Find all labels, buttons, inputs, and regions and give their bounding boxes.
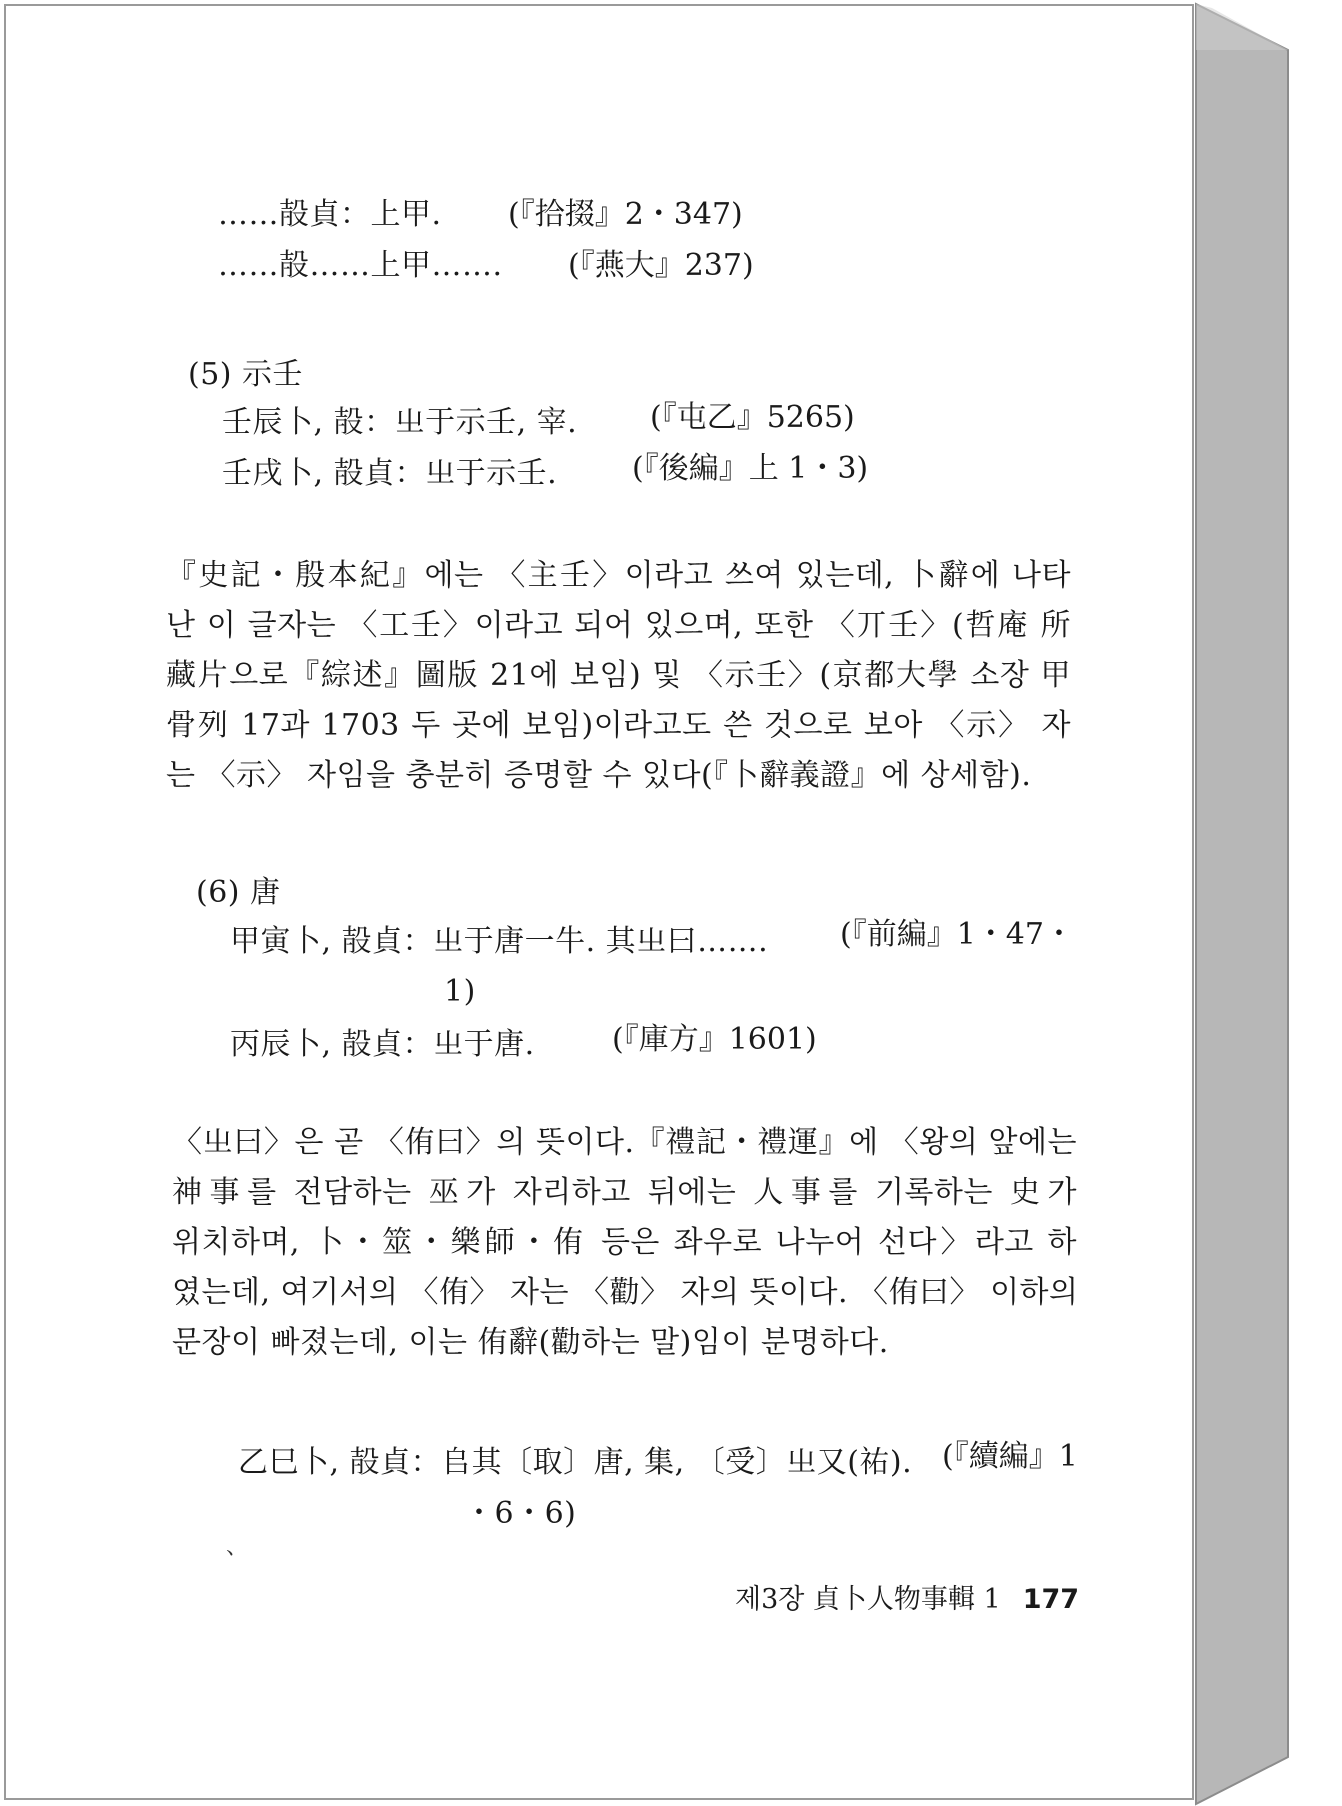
paragraph-line: 神事를 전담하는 巫가 자리하고 뒤에는 人事를 기록하는 史가 — [172, 1175, 1077, 1210]
source-citation: (『後編』上 1・3) — [632, 451, 869, 486]
paragraph-line: 위치하며, 卜・筮・樂師・侑 등은 좌우로 나누어 선다〉라고 하 — [172, 1225, 1077, 1260]
inscription-line: 壬戌卜, 㱿貞：㞢于示壬. — [222, 456, 558, 491]
inscription-line: ……㱿……上甲……. — [218, 248, 503, 283]
source-citation: (『燕大』237) — [568, 248, 754, 283]
paragraph-line: 였는데, 여기서의 〈侑〉 자는 〈勸〉 자의 뜻이다. 〈侑曰〉 이하의 — [172, 1275, 1079, 1310]
section-heading: (6) 唐 — [196, 875, 281, 910]
source-citation-continued: 1) — [444, 974, 476, 1009]
paragraph-line: 藏片으로『綜述』圖版 21에 보임) 및 〈示壬〉(京都大學 소장 甲 — [166, 658, 1071, 693]
page-number: 177 — [1022, 1584, 1080, 1615]
commentary-paragraph — [172, 1118, 1077, 1368]
paragraph-line: 『史記・殷本紀』에는 〈主壬〉이라고 쓰여 있는데, 卜辭에 나타 — [166, 558, 1071, 593]
source-citation: (『拾掇』2・347) — [508, 197, 743, 232]
inscription-line: 丙辰卜, 㱿貞：㞢于唐. — [230, 1027, 535, 1062]
inscription-line: 甲寅卜, 㱿貞：㞢于唐一牛. 其㞢曰……. — [230, 924, 769, 959]
source-citation: (『前編』1・47・ — [840, 917, 1074, 952]
source-citation: (『續編』1 — [942, 1439, 1078, 1474]
paragraph-line: 난 이 글자는 〈工壬〉이라고 되어 있으며, 또한 〈丌壬〉(哲庵 所 — [166, 608, 1071, 643]
source-citation: (『屯乙』5265) — [650, 400, 855, 435]
running-footer-chapter: 제3장 貞卜人物事輯 1 — [735, 1584, 1001, 1615]
paragraph-line: 는 〈示〉 자임을 충분히 증명할 수 있다(『卜辭義證』에 상세함). — [166, 758, 1032, 793]
inscription-line: ……㱿貞：上甲. — [218, 197, 442, 232]
stray-mark: 、 — [226, 1535, 249, 1560]
paragraph-line: 문장이 빠졌는데, 이는 侑辭(勸하는 말)임이 분명하다. — [172, 1325, 889, 1360]
source-citation: (『庫方』1601) — [612, 1022, 817, 1057]
inscription-line: 乙巳卜, 㱿貞：𠂤其〔取〕唐, 集, 〔受〕㞢又(祐). — [238, 1445, 913, 1480]
paragraph-line: 骨列 17과 1703 두 곳에 보임)이라고도 쓴 것으로 보아 〈示〉 자 — [166, 708, 1071, 743]
commentary-paragraph — [166, 551, 1071, 801]
section-heading: (5) 示壬 — [188, 357, 304, 392]
source-citation-continued: ・6・6) — [464, 1496, 577, 1531]
page-footer — [735, 1582, 1079, 1618]
inscription-line: 壬辰卜, 㱿：㞢于示壬, 宰. — [222, 405, 578, 440]
paragraph-line: 〈㞢曰〉은 곧 〈侑曰〉의 뜻이다.『禮記・禮運』에 〈왕의 앞에는 — [172, 1125, 1077, 1160]
